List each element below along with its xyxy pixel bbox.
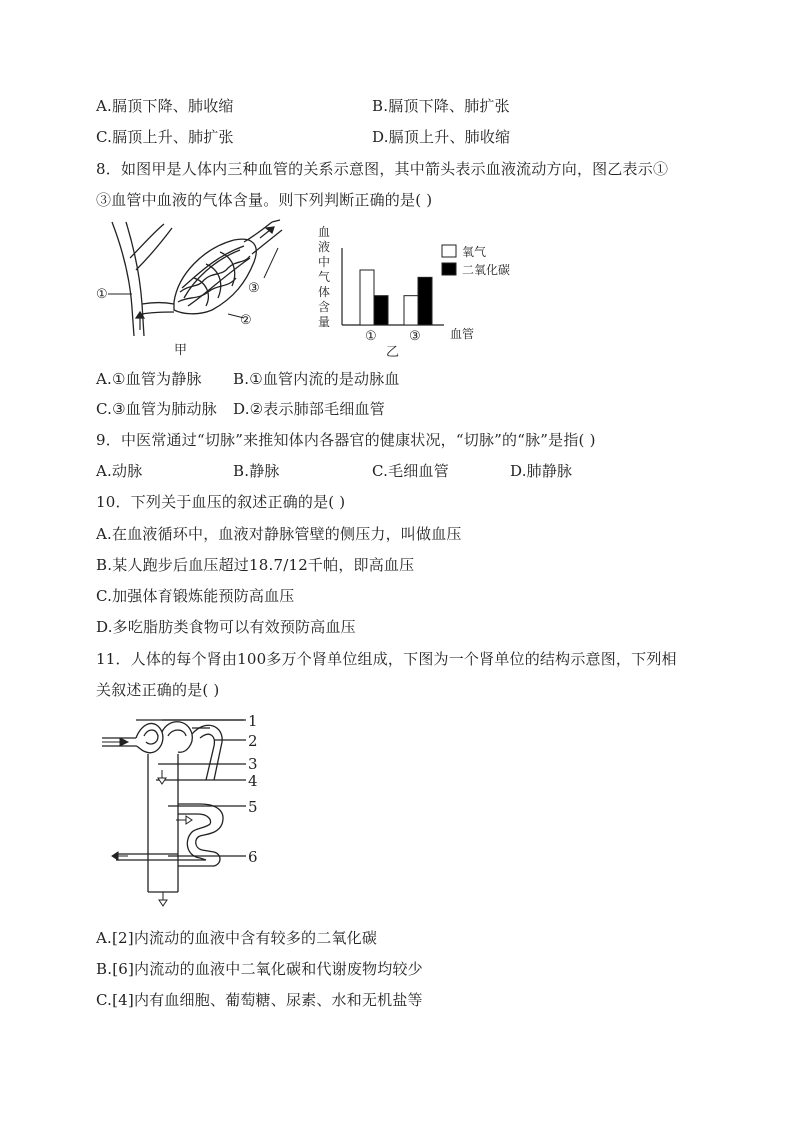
bar-oxygen-2 bbox=[404, 296, 418, 325]
figure-yi-chart bbox=[312, 220, 532, 362]
nephron-leader-lines bbox=[136, 720, 246, 856]
figure-nephron bbox=[96, 708, 276, 914]
q11-option-b: B.[6]内流动的血液中二氧化碳和代谢废物均较少 bbox=[96, 960, 423, 978]
q8-option-b: B.①血管内流的是动脉血 bbox=[233, 370, 400, 388]
q7-option-b: B.膈顶下降、肺扩张 bbox=[372, 97, 510, 115]
q8-option-a: A.①血管为静脉 bbox=[96, 370, 202, 388]
y-label-char: 体 bbox=[318, 285, 331, 299]
legend-co2-swatch bbox=[442, 263, 456, 275]
y-label-char: 含 bbox=[318, 300, 331, 314]
bar-co2-2 bbox=[418, 277, 432, 325]
q9-option-a: A.动脉 bbox=[96, 462, 143, 480]
y-label-char: 液 bbox=[318, 240, 331, 254]
fig-jia-caption: 甲 bbox=[174, 343, 188, 358]
bar-oxygen-1 bbox=[360, 270, 374, 325]
q11-stem-line2: 关叙述正确的是( ) bbox=[96, 681, 220, 699]
nephron-label-2: 2 bbox=[248, 732, 258, 750]
q7-option-d: D.膈顶上升、肺收缩 bbox=[372, 128, 511, 146]
q7-option-c: C.膈顶上升、肺扩张 bbox=[96, 128, 234, 146]
nephron-label-4: 4 bbox=[248, 772, 258, 790]
q8-stem-line2: ③血管中血液的气体含量。则下列判断正确的是( ) bbox=[96, 191, 433, 209]
chart-y-label bbox=[318, 225, 330, 329]
nephron-label-3: 3 bbox=[248, 755, 258, 773]
vessel-tree-drawing bbox=[112, 220, 282, 336]
q8-option-d: D.②表示肺部毛细血管 bbox=[233, 400, 385, 418]
q11-option-c: C.[4]内有血细胞、葡萄糖、尿素、水和无机盐等 bbox=[96, 991, 423, 1009]
q9-option-b: B.静脉 bbox=[233, 462, 280, 480]
q8-stem-line1: 8．如图甲是人体内三种血管的关系示意图，其中箭头表示血液流动方向，图乙表示① bbox=[96, 160, 669, 178]
fig-yi-caption: 乙 bbox=[386, 345, 400, 360]
q7-option-a: A.膈顶下降、肺收缩 bbox=[96, 97, 234, 115]
q10-option-d: D.多吃脂肪类食物可以有效预防高血压 bbox=[96, 618, 356, 636]
legend-oxygen-label: 氧气 bbox=[462, 245, 487, 259]
q11-stem-line1: 11．人体的每个肾由100多万个肾单位组成，下图为一个肾单位的结构示意图，下列相 bbox=[96, 650, 677, 668]
x-tick-label: ③ bbox=[409, 329, 421, 344]
nephron-label-1: 1 bbox=[248, 712, 258, 730]
y-label-char: 量 bbox=[318, 315, 331, 329]
bar-co2-1 bbox=[374, 296, 388, 325]
fig-jia-label-2: ② bbox=[240, 313, 252, 328]
chart-x-label: 血管 bbox=[450, 327, 475, 341]
q9-option-c: C.毛细血管 bbox=[372, 462, 449, 480]
y-label-char: 血 bbox=[318, 225, 331, 239]
fig-jia-label-1: ① bbox=[96, 287, 108, 302]
q11-option-a: A.[2]内流动的血液中含有较多的二氧化碳 bbox=[96, 929, 378, 947]
nephron-label-5: 5 bbox=[248, 798, 258, 816]
q10-option-c: C.加强体育锻炼能预防高血压 bbox=[96, 587, 295, 605]
x-tick-label: ① bbox=[365, 329, 377, 344]
figure-jia-vessels bbox=[94, 218, 294, 360]
q8-option-c: C.③血管为肺动脉 bbox=[96, 400, 217, 418]
nephron-label-6: 6 bbox=[248, 848, 258, 866]
fig-jia-label-3: ③ bbox=[248, 281, 260, 296]
y-label-char: 气 bbox=[318, 270, 331, 284]
q10-option-a: A.在血液循环中，血液对静脉管壁的侧压力，叫做血压 bbox=[96, 525, 462, 543]
q10-option-b: B.某人跑步后血压超过18.7/12千帕，即高血压 bbox=[96, 556, 415, 574]
q9-option-d: D.肺静脉 bbox=[510, 462, 573, 480]
q9-stem: 9．中医常通过“切脉”来推知体内各器官的健康状况，“切脉”的“脉”是指( ) bbox=[96, 431, 596, 449]
q10-stem: 10．下列关于血压的叙述正确的是( ) bbox=[96, 493, 346, 511]
legend-co2-label: 二氧化碳 bbox=[462, 263, 511, 277]
y-label-char: 中 bbox=[318, 255, 331, 269]
legend-oxygen-swatch bbox=[442, 245, 456, 257]
